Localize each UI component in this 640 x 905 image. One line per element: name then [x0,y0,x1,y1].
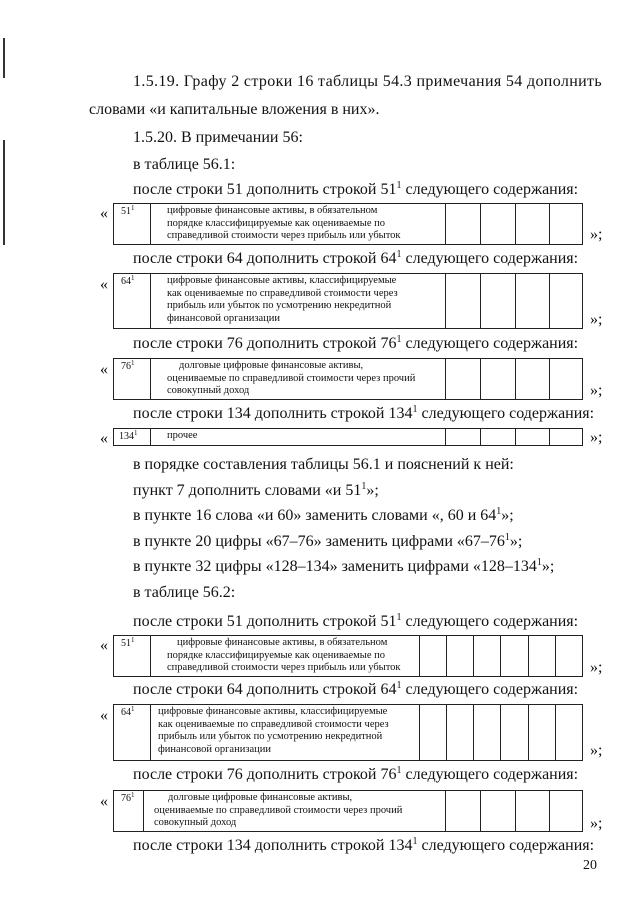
close-quote: »; [590,659,603,676]
open-quote: « [100,707,108,724]
row-number: $51^1$ [114,204,151,244]
row-number: $64^1$ [114,274,151,328]
intro-row-76-t562: после строки 76 дополнить строкой $76^1$ следующего содержания: [133,765,579,783]
table-56-1-heading: в таблице 56.1: [133,156,236,173]
item-20: в пункте 20 цифры «67–76» заменить цифрами «$67-76^1$»; [133,532,523,550]
table-cell [480,791,515,831]
table-cell [555,705,583,760]
close-quote: »; [590,742,603,759]
item-16: в пункте 16 слова «и 60» заменить словами «, 60 и $64^1$»; [133,506,514,524]
table-cell [515,274,549,328]
open-quote: « [100,793,108,810]
item-7: пункт 7 дополнить словами «и $51^1$»; [133,481,379,499]
table-cell [446,705,473,760]
row-number: $64^1$ [114,705,151,760]
item-32: в пункте 32 цифры «128–134» заменить цифрами «$128-134^1$»; [133,557,555,575]
table-cell [419,636,446,676]
intro-row-134: после строки 134 дополнить строкой $134^1$ следующего содержания: [133,404,595,422]
row-description: долговые цифровые финансовые активы, оцениваемые по справедливой стоимости через прочий совокупный доход [167,360,416,396]
row-description: долговые цифровые финансовые активы, оцениваемые по справедливой стоимости через прочий совокупный доход [154,792,403,828]
row-number: $134^1$ [114,429,151,445]
table-cell [515,204,549,244]
intro-row-51: после строки 51 дополнить строкой $51^1$ следующего содержания: [133,180,579,198]
table-cell [445,791,480,831]
intro-row-64: после строки 64 дополнить строкой $64^1$ следующего содержания: [133,249,579,267]
table-row-51 [113,203,583,245]
intro-row-76: после строки 76 дополнить строкой $76^1$ следующего содержания: [133,334,579,352]
paragraph-1-5-19-line2: словами «и капитальные вложения в них». [89,101,380,118]
table-row-64 [113,273,583,329]
table-cell [500,636,528,676]
table-cell [549,791,583,831]
row-description: цифровые финансовые активы, в обязательном порядке классифицируемые как оцениваемые по справедливой стоимости через прибыль или убыток [167,205,401,241]
intro-row-64-t562: после строки 64 дополнить строкой $64^1$ следующего содержания: [133,680,579,698]
table-cell [480,204,515,244]
table-row-76-t562 [113,790,583,832]
table-cell [419,705,446,760]
table-cell [445,274,480,328]
binding-mark [3,38,5,78]
table-row-51-t562 [113,635,583,677]
row-description: прочее [167,430,198,441]
table-cell [515,359,549,399]
table-row-64-t562 [113,704,583,761]
table-cell [473,705,500,760]
table-cell [500,705,528,760]
open-quote: « [100,430,108,447]
table-cell [480,274,515,328]
paragraph-1-5-19-line1: 1.5.19. Графу 2 строки 16 таблицы 54.3 примечания 54 дополнить [133,73,603,90]
table-cell [528,636,555,676]
open-quote: « [100,361,108,378]
close-quote: »; [590,311,603,328]
table-cell [555,636,583,676]
table-cell [473,636,500,676]
row-description: цифровые финансовые активы, классифицируемые как оцениваемые по справедливой стоимости через прибыль или убыток по усмотрению некредитной финансовой организации [167,275,398,324]
row-number: $76^1$ [114,791,144,831]
table-cell [549,359,583,399]
close-quote: »; [590,382,603,399]
table-cell [549,204,583,244]
table-row-134 [113,428,583,446]
table-cell [445,204,480,244]
paragraph-1-5-20: 1.5.20. В примечании 56: [133,129,303,146]
page-number: 20 [583,858,597,873]
intro-row-134-t562: после строки 134 дополнить строкой $134^1$ следующего содержания: [133,836,595,854]
close-quote: »; [590,226,603,243]
table-cell [528,705,555,760]
row-description: цифровые финансовые активы, в обязательном порядке классифицируемые как оцениваемые по справедливой стоимости через прибыль или убыток [167,637,401,673]
table-cell [480,429,515,445]
table-row-76 [113,358,583,400]
table-cell [515,429,549,445]
table-cell [445,429,480,445]
row-number: $51^1$ [114,636,151,676]
table-cell [515,791,549,831]
table-cell [480,359,515,399]
close-quote: »; [590,429,603,446]
binding-mark [3,140,5,245]
table-cell [549,429,583,445]
open-quote: « [100,637,108,654]
close-quote: »; [590,815,603,832]
open-quote: « [100,205,108,222]
row-number: $76^1$ [114,359,151,399]
order-paragraph: в порядке составления таблицы 56.1 и пояснений к ней: [133,456,514,473]
table-56-2-heading: в таблице 56.2: [133,584,236,601]
table-cell [446,636,473,676]
intro-row-51-t562: после строки 51 дополнить строкой $51^1$ следующего содержания: [133,612,579,630]
table-cell [445,359,480,399]
open-quote: « [100,276,108,293]
table-cell [549,274,583,328]
row-description: цифровые финансовые активы, классифицируемые как оцениваемые по справедливой стоимости через прибыль или убыток по усмотрению некредитной финансовой организации [158,706,389,755]
